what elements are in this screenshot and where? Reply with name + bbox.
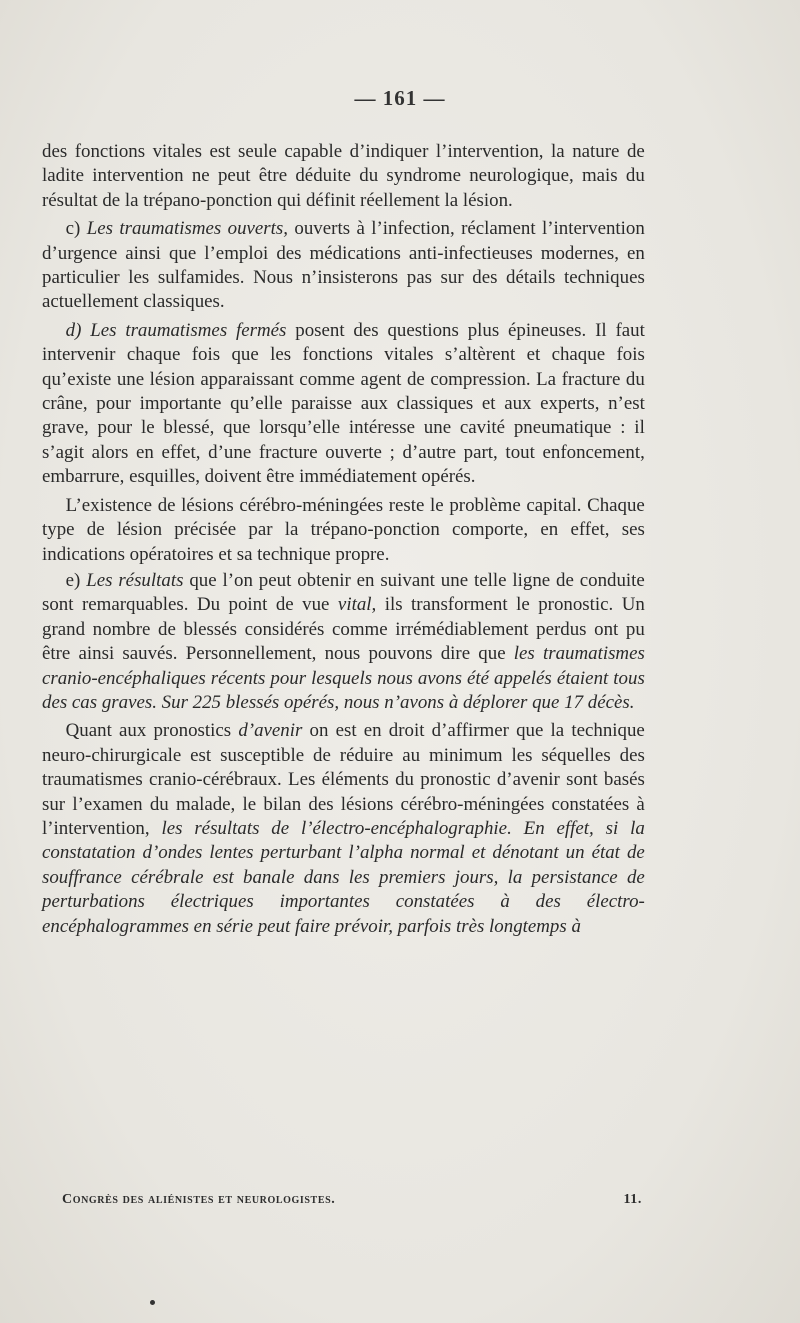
heading-open-trauma: Les traumatismes ouverts, — [86, 218, 289, 240]
ink-speck — [150, 1300, 155, 1305]
list-label-d: d) — [65, 319, 82, 341]
signature-mark: 11. — [623, 1192, 642, 1207]
paragraph-6-text-1: Quant aux pronostics — [65, 720, 232, 742]
paragraph-e-text-1: que l’on peut obtenir en suivant une telle ligne de conduite sont remarquables. Du point de vue — [42, 569, 645, 616]
paragraph-c-text: ouverts à l’infection, réclament l’intervention d’urgence ainsi que l’emploi des médications anti-infectieuses modernes, en particulier les sulfamides. Nous n’insisterons pas sur des détails techniques actuellement classiques. — [42, 218, 645, 313]
paragraph-e — [42, 569, 645, 715]
paragraph-6 — [42, 719, 645, 939]
list-label-e: e) — [65, 569, 81, 591]
paragraph-d — [42, 319, 645, 490]
paragraph-6-text-2: on est en droit d’affirmer que la technique neuro-chirurgicale est susceptible de réduire au minimum les séquelles des traumatismes cranio-cérébraux. Les éléments du pronostic d’avenir sont basés sur l’examen du malade, le bilan des lésions cérébro-méningées constatées à l’intervention, — [42, 720, 645, 839]
list-label-c: c) — [65, 218, 81, 240]
paragraph-e-text-2: ils transforment le pronostic. Un grand nombre de blessés considérés comme irrémédiablement perdus ont pu être ainsi sauvés. Personnellement, nous pouvons dire que — [42, 594, 645, 665]
paragraph-6-italic-eeg: les résultats de l’électro-encéphalographie. En effet, si la constatation d’ondes lentes perturbant l’alpha normal et dénotant un état de souffrance cérébrale est banale dans les premiers jours, la persistance de perturbations électriques importantes constatées à des électro-encéphalogrammes en série peut faire prévoir, parfois très longtemps à — [42, 817, 645, 937]
emphasis-vital: vital, — [337, 594, 377, 616]
paragraph-d-text: posent des questions plus épineuses. Il faut intervenir chaque fois que les fonctions vitales s’altèrent et chaque fois qu’existe une lésion apparaissant comme agent de compression. La fracture du crâne, pour importante qu’elle paraisse aux classiques et aux experts, n’est grave, pour le blessé, que lorsqu’elle intéresse une cavité pneumatique : il s’agit alors en effet, d’une fracture ouverte ; d’autre part, tout enfoncement, embarrure, esquilles, doivent être immédiatement opérés. — [42, 319, 645, 488]
emphasis-avenir: d’avenir — [238, 720, 303, 742]
page-number: — 161 — — [354, 86, 446, 110]
body-text — [42, 140, 645, 943]
paragraph-4: L’existence de lésions cérébro-méningées reste le problème capital. Chaque type de lésion précisée par la trépano-ponction comporte, en effet, ses indications opératoires et sa technique propre. — [42, 494, 645, 565]
heading-closed-trauma: Les traumatismes fermés — [90, 319, 287, 341]
page-footer — [62, 1192, 642, 1208]
heading-results: Les résultats — [86, 569, 184, 591]
paragraph-c — [42, 217, 645, 315]
paragraph-1: des fonctions vitales est seule capable d’indiquer l’intervention, la nature de ladite intervention ne peut être déduite du syndrome neurologique, mais du résultat de la trépano-ponction qui définit réellement la lésion. — [42, 141, 645, 211]
running-title: Congrès des aliénistes et neurologistes. — [62, 1192, 336, 1207]
paragraph-e-italic-conclusion: les traumatismes cranio-encéphaliques récents pour lesquels nous avons été appelés étaient tous des cas graves. Sur 225 blessés opérés, nous n’avons à déplorer que 17 décès. — [42, 643, 645, 713]
